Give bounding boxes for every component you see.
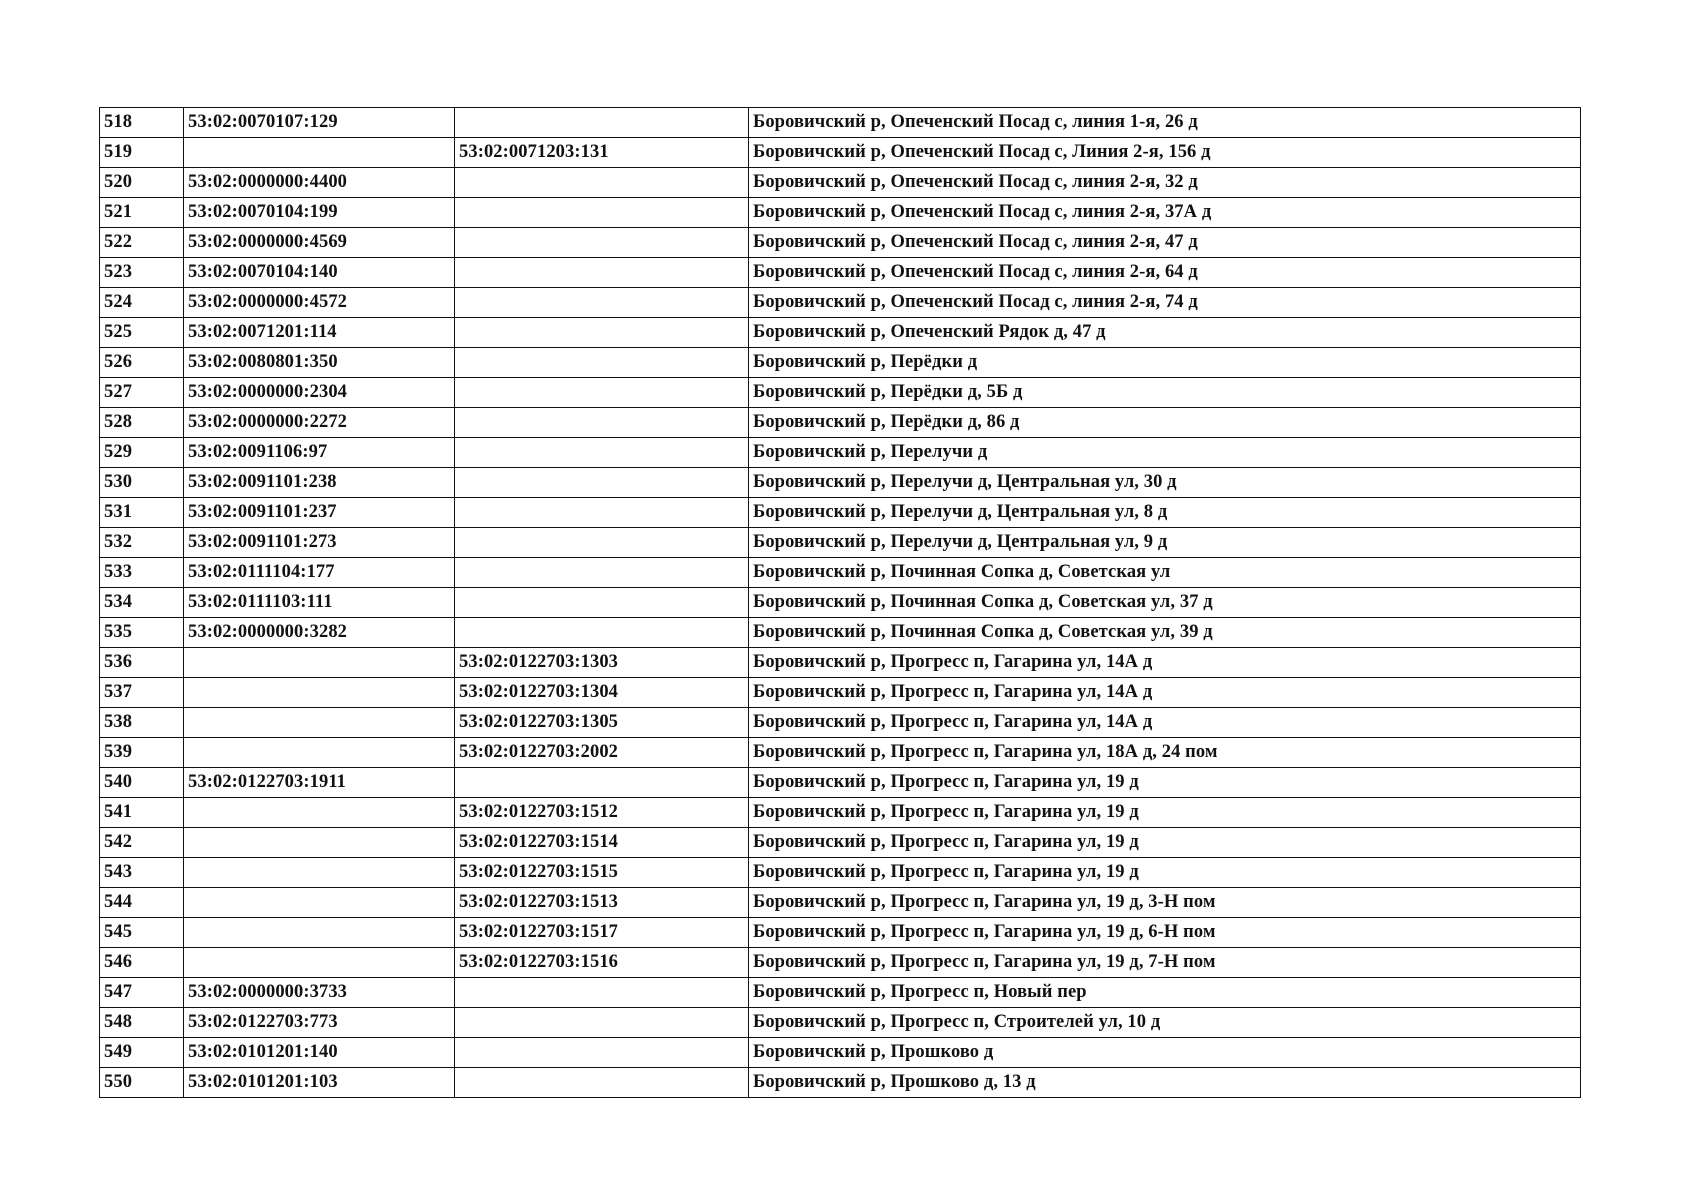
table-row	[100, 648, 1581, 678]
row-number-cell: 525	[100, 318, 184, 348]
property-registry-table	[99, 107, 1581, 1098]
row-number-cell: 524	[100, 288, 184, 318]
cadastral-number-cell	[184, 738, 455, 768]
row-number-cell: 550	[100, 1068, 184, 1098]
address-cell: Боровичский р, Прогресс п, Новый пер	[749, 978, 1581, 1008]
address-cell: Боровичский р, Опеченский Посад с, линия 2-я, 64 д	[749, 258, 1581, 288]
cadastral-subnumber-cell	[455, 348, 749, 378]
cadastral-subnumber-cell	[455, 198, 749, 228]
cadastral-number-cell: 53:02:0070104:140	[184, 258, 455, 288]
address-cell: Боровичский р, Опеченский Посад с, линия 2-я, 74 д	[749, 288, 1581, 318]
row-number-cell: 549	[100, 1038, 184, 1068]
cadastral-number-cell: 53:02:0101201:103	[184, 1068, 455, 1098]
cadastral-number-cell	[184, 918, 455, 948]
cadastral-subnumber-cell	[455, 1008, 749, 1038]
registry-table-body	[100, 108, 1581, 1098]
row-number-cell: 542	[100, 828, 184, 858]
row-number-cell: 531	[100, 498, 184, 528]
address-cell: Боровичский р, Прогресс п, Гагарина ул, 19 д	[749, 798, 1581, 828]
row-number-cell: 546	[100, 948, 184, 978]
address-cell: Боровичский р, Прогресс п, Гагарина ул, 14А д	[749, 648, 1581, 678]
address-cell: Боровичский р, Прогресс п, Гагарина ул, 19 д, 6-Н пом	[749, 918, 1581, 948]
cadastral-number-cell: 53:02:0000000:3733	[184, 978, 455, 1008]
table-row	[100, 1008, 1581, 1038]
cadastral-subnumber-cell	[455, 1068, 749, 1098]
address-cell: Боровичский р, Прошково д	[749, 1038, 1581, 1068]
cadastral-number-cell: 53:02:0111103:111	[184, 588, 455, 618]
cadastral-subnumber-cell: 53:02:0122703:1512	[455, 798, 749, 828]
cadastral-number-cell: 53:02:0111104:177	[184, 558, 455, 588]
table-row	[100, 588, 1581, 618]
cadastral-number-cell: 53:02:0070104:199	[184, 198, 455, 228]
table-row	[100, 828, 1581, 858]
cadastral-number-cell	[184, 888, 455, 918]
address-cell: Боровичский р, Починная Сопка д, Советская ул, 37 д	[749, 588, 1581, 618]
cadastral-number-cell: 53:02:0000000:4569	[184, 228, 455, 258]
cadastral-subnumber-cell	[455, 618, 749, 648]
address-cell: Боровичский р, Прошково д, 13 д	[749, 1068, 1581, 1098]
cadastral-subnumber-cell	[455, 498, 749, 528]
cadastral-subnumber-cell	[455, 408, 749, 438]
address-cell: Боровичский р, Прогресс п, Гагарина ул, 19 д, 3-Н пом	[749, 888, 1581, 918]
table-row	[100, 168, 1581, 198]
address-cell: Боровичский р, Опеченский Посад с, Линия 2-я, 156 д	[749, 138, 1581, 168]
table-row	[100, 948, 1581, 978]
cadastral-number-cell	[184, 678, 455, 708]
address-cell: Боровичский р, Перёдки д, 5Б д	[749, 378, 1581, 408]
table-row	[100, 258, 1581, 288]
cadastral-subnumber-cell: 53:02:0122703:1305	[455, 708, 749, 738]
cadastral-subnumber-cell: 53:02:0071203:131	[455, 138, 749, 168]
cadastral-number-cell: 53:02:0091101:273	[184, 528, 455, 558]
row-number-cell: 547	[100, 978, 184, 1008]
cadastral-subnumber-cell	[455, 318, 749, 348]
cadastral-number-cell: 53:02:0000000:4572	[184, 288, 455, 318]
table-row	[100, 678, 1581, 708]
cadastral-number-cell: 53:02:0000000:2304	[184, 378, 455, 408]
cadastral-subnumber-cell	[455, 438, 749, 468]
cadastral-number-cell: 53:02:0091101:237	[184, 498, 455, 528]
cadastral-subnumber-cell	[455, 378, 749, 408]
cadastral-number-cell	[184, 858, 455, 888]
cadastral-number-cell	[184, 798, 455, 828]
cadastral-subnumber-cell: 53:02:0122703:1513	[455, 888, 749, 918]
cadastral-number-cell: 53:02:0101201:140	[184, 1038, 455, 1068]
cadastral-number-cell	[184, 708, 455, 738]
table-row	[100, 738, 1581, 768]
row-number-cell: 528	[100, 408, 184, 438]
cadastral-subnumber-cell: 53:02:0122703:1514	[455, 828, 749, 858]
table-row	[100, 438, 1581, 468]
table-row	[100, 858, 1581, 888]
address-cell: Боровичский р, Перелучи д	[749, 438, 1581, 468]
cadastral-subnumber-cell	[455, 768, 749, 798]
cadastral-number-cell	[184, 648, 455, 678]
table-row	[100, 138, 1581, 168]
address-cell: Боровичский р, Перёдки д, 86 д	[749, 408, 1581, 438]
address-cell: Боровичский р, Опеченский Посад с, линия 2-я, 37А д	[749, 198, 1581, 228]
cadastral-number-cell: 53:02:0000000:3282	[184, 618, 455, 648]
row-number-cell: 541	[100, 798, 184, 828]
cadastral-subnumber-cell	[455, 258, 749, 288]
cadastral-subnumber-cell: 53:02:0122703:1303	[455, 648, 749, 678]
address-cell: Боровичский р, Починная Сопка д, Советская ул	[749, 558, 1581, 588]
row-number-cell: 536	[100, 648, 184, 678]
cadastral-number-cell: 53:02:0000000:4400	[184, 168, 455, 198]
table-row	[100, 558, 1581, 588]
row-number-cell: 526	[100, 348, 184, 378]
cadastral-number-cell: 53:02:0091106:97	[184, 438, 455, 468]
table-row	[100, 468, 1581, 498]
address-cell: Боровичский р, Опеченский Посад с, линия 1-я, 26 д	[749, 108, 1581, 138]
row-number-cell: 527	[100, 378, 184, 408]
row-number-cell: 540	[100, 768, 184, 798]
table-row	[100, 498, 1581, 528]
address-cell: Боровичский р, Починная Сопка д, Советская ул, 39 д	[749, 618, 1581, 648]
table-row	[100, 318, 1581, 348]
cadastral-subnumber-cell	[455, 108, 749, 138]
table-row	[100, 348, 1581, 378]
address-cell: Боровичский р, Опеченский Рядок д, 47 д	[749, 318, 1581, 348]
row-number-cell: 544	[100, 888, 184, 918]
row-number-cell: 538	[100, 708, 184, 738]
cadastral-subnumber-cell: 53:02:0122703:1304	[455, 678, 749, 708]
address-cell: Боровичский р, Перелучи д, Центральная ул, 30 д	[749, 468, 1581, 498]
cadastral-number-cell: 53:02:0000000:2272	[184, 408, 455, 438]
address-cell: Боровичский р, Прогресс п, Гагарина ул, 19 д	[749, 858, 1581, 888]
cadastral-subnumber-cell: 53:02:0122703:1517	[455, 918, 749, 948]
row-number-cell: 529	[100, 438, 184, 468]
table-row	[100, 888, 1581, 918]
row-number-cell: 522	[100, 228, 184, 258]
table-row	[100, 708, 1581, 738]
table-row	[100, 978, 1581, 1008]
row-number-cell: 521	[100, 198, 184, 228]
address-cell: Боровичский р, Прогресс п, Гагарина ул, 19 д	[749, 828, 1581, 858]
address-cell: Боровичский р, Перелучи д, Центральная ул, 9 д	[749, 528, 1581, 558]
cadastral-subnumber-cell	[455, 228, 749, 258]
cadastral-subnumber-cell	[455, 558, 749, 588]
address-cell: Боровичский р, Прогресс п, Гагарина ул, 18А д, 24 пом	[749, 738, 1581, 768]
row-number-cell: 543	[100, 858, 184, 888]
row-number-cell: 548	[100, 1008, 184, 1038]
address-cell: Боровичский р, Прогресс п, Гагарина ул, 19 д, 7-Н пом	[749, 948, 1581, 978]
address-cell: Боровичский р, Прогресс п, Гагарина ул, 14А д	[749, 678, 1581, 708]
cadastral-number-cell	[184, 828, 455, 858]
cadastral-number-cell: 53:02:0071201:114	[184, 318, 455, 348]
address-cell: Боровичский р, Перёдки д	[749, 348, 1581, 378]
cadastral-number-cell: 53:02:0122703:1911	[184, 768, 455, 798]
cadastral-subnumber-cell	[455, 1038, 749, 1068]
cadastral-number-cell: 53:02:0080801:350	[184, 348, 455, 378]
table-row	[100, 1038, 1581, 1068]
table-row	[100, 408, 1581, 438]
table-row	[100, 618, 1581, 648]
row-number-cell: 535	[100, 618, 184, 648]
row-number-cell: 532	[100, 528, 184, 558]
row-number-cell: 530	[100, 468, 184, 498]
row-number-cell: 539	[100, 738, 184, 768]
cadastral-subnumber-cell	[455, 588, 749, 618]
table-row	[100, 198, 1581, 228]
row-number-cell: 533	[100, 558, 184, 588]
table-row	[100, 1068, 1581, 1098]
address-cell: Боровичский р, Опеченский Посад с, линия 2-я, 32 д	[749, 168, 1581, 198]
cadastral-subnumber-cell	[455, 168, 749, 198]
cadastral-number-cell	[184, 138, 455, 168]
cadastral-subnumber-cell: 53:02:0122703:2002	[455, 738, 749, 768]
table-row	[100, 798, 1581, 828]
table-row	[100, 108, 1581, 138]
cadastral-subnumber-cell: 53:02:0122703:1516	[455, 948, 749, 978]
cadastral-number-cell: 53:02:0070107:129	[184, 108, 455, 138]
row-number-cell: 518	[100, 108, 184, 138]
table-row	[100, 378, 1581, 408]
row-number-cell: 519	[100, 138, 184, 168]
address-cell: Боровичский р, Прогресс п, Строителей ул, 10 д	[749, 1008, 1581, 1038]
cadastral-subnumber-cell	[455, 468, 749, 498]
cadastral-subnumber-cell	[455, 288, 749, 318]
cadastral-subnumber-cell	[455, 528, 749, 558]
table-row	[100, 528, 1581, 558]
row-number-cell: 537	[100, 678, 184, 708]
table-row	[100, 228, 1581, 258]
table-row	[100, 918, 1581, 948]
row-number-cell: 534	[100, 588, 184, 618]
table-row	[100, 288, 1581, 318]
address-cell: Боровичский р, Опеченский Посад с, линия 2-я, 47 д	[749, 228, 1581, 258]
row-number-cell: 545	[100, 918, 184, 948]
address-cell: Боровичский р, Перелучи д, Центральная ул, 8 д	[749, 498, 1581, 528]
cadastral-number-cell: 53:02:0091101:238	[184, 468, 455, 498]
cadastral-number-cell	[184, 948, 455, 978]
address-cell: Боровичский р, Прогресс п, Гагарина ул, 14А д	[749, 708, 1581, 738]
cadastral-number-cell: 53:02:0122703:773	[184, 1008, 455, 1038]
table-row	[100, 768, 1581, 798]
cadastral-subnumber-cell	[455, 978, 749, 1008]
cadastral-subnumber-cell: 53:02:0122703:1515	[455, 858, 749, 888]
row-number-cell: 523	[100, 258, 184, 288]
row-number-cell: 520	[100, 168, 184, 198]
address-cell: Боровичский р, Прогресс п, Гагарина ул, 19 д	[749, 768, 1581, 798]
